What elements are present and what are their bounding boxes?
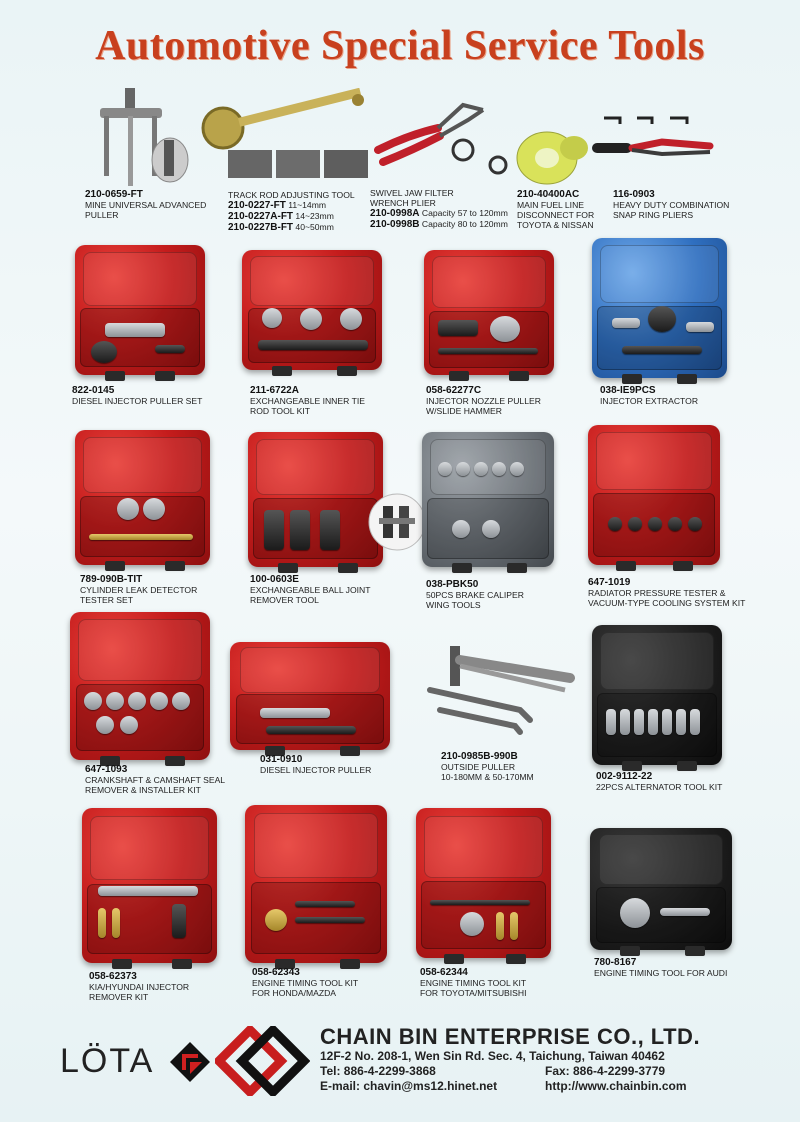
company-fax: Fax: 886-4-2299-3779 [545,1064,666,1078]
caption-track-rod: TRACK ROD ADJUSTING TOOL 210-0227-FT 11~14mm 210-0227A-FT 14~23mm 210-0227B-FT 40~50mm [228,190,355,233]
universal-puller-image [80,80,190,190]
company-website[interactable]: http://www.chainbin.com [545,1079,687,1093]
caption-210-0659-ft: 210-0659-FT MINE UNIVERSAL ADVANCED PULLER [85,189,207,220]
caption-100-0603e: 100-0603E EXCHANGEABLE BALL JOINT REMOVER TOOL [250,574,371,605]
lota-logo: LÖTA [60,1042,155,1080]
case-647-1019 [588,425,720,565]
snap-ring-pliers-image [592,108,717,168]
fuel-line-disconnect-image [512,118,592,188]
case-100-0603e [248,432,383,567]
company-address: 12F-2 No. 208-1, Wen Sin Rd. Sec. 4, Taichung, Taiwan 40462 [320,1049,665,1063]
caption-210-40400ac: 210-40400AC MAIN FUEL LINE DISCONNECT FOR TOYOTA & NISSAN [517,189,595,230]
caption-038-ie9pcs: 038-IE9PCS INJECTOR EXTRACTOR [600,385,699,406]
track-rod-tool-image [198,88,373,183]
filter-plier-image [368,90,513,185]
caption-058-62343: 058-62343 ENGINE TIMING TOOL KIT FOR HONDA/MAZDA [252,967,359,998]
caption-058-62373: 058-62373 KIA/HYUNDAI INJECTOR REMOVER KIT [89,971,190,1002]
case-058-62344 [416,808,551,958]
case-031-0910 [230,642,390,750]
case-038-ie9pcs [592,238,727,378]
case-058-62277c [424,250,554,375]
company-tel: Tel: 886-4-2299-3868 [320,1064,436,1078]
outside-puller-image [420,640,580,735]
chain-bin-logo-icon [215,1026,310,1096]
ball-joint-tool-image [365,492,430,552]
case-211-6722a [242,250,382,370]
page-title: Automotive Special Service Tools [95,23,705,69]
case-058-62373 [82,808,217,963]
caption-002-9112-22: 002-9112-22 22PCS ALTERNATOR TOOL KIT [596,771,723,792]
caption-031-0910: 031-0910 DIESEL INJECTOR PULLER [260,754,372,775]
case-822-0145 [75,245,205,375]
company-email[interactable]: E-mail: chavin@ms12.hinet.net [320,1079,498,1093]
caption-038-pbk50: 038-PBK50 50PCS BRAKE CALIPER WING TOOLS [426,579,524,610]
caption-210-0985b-990b: 210-0985B-990B OUTSIDE PULLER 10-180MM & 50-170MM [441,751,534,782]
caption-789-090b-tit: 789-090B-TIT CYLINDER LEAK DETECTOR TESTER SET [80,574,198,605]
caption-780-8167: 780-8167 ENGINE TIMING TOOL FOR AUDI [594,957,728,978]
caption-filter-plier: SWIVEL JAW FILTER WRENCH PLIER 210-0998A Capacity 57 to 120mm 210-0998B Capacity 80 to 120mm [370,188,508,230]
case-647-1093 [70,612,210,760]
case-058-62343 [245,805,387,963]
caption-647-1019: 647-1019 RADIATOR PRESSURE TESTER & VACUUM-TYPE COOLING SYSTEM KIT [588,577,746,608]
caption-058-62277c: 058-62277C INJECTOR NOZZLE PULLER W/SLIDE HAMMER [426,385,541,416]
company-name: CHAIN BIN ENTERPRISE CO., LTD. [320,1024,701,1049]
brand-diamond-icon [168,1040,212,1084]
caption-822-0145: 822-0145 DIESEL INJECTOR PULLER SET [72,385,203,406]
caption-058-62344: 058-62344 ENGINE TIMING TOOL KIT FOR TOYOTA/MITSUBISHI [420,967,527,998]
case-002-9112-22 [592,625,722,765]
caption-211-6722a: 211-6722A EXCHANGEABLE INNER TIE ROD TOOL KIT [250,385,365,416]
caption-116-0903: 116-0903 HEAVY DUTY COMBINATION SNAP RING PLIERS [613,189,730,220]
case-789-090b-tit [75,430,210,565]
case-038-pbk50 [422,432,554,567]
caption-647-1093: 647-1093 CRANKSHAFT & CAMSHAFT SEAL REMOVER & INSTALLER KIT [85,764,226,795]
case-780-8167 [590,828,732,950]
